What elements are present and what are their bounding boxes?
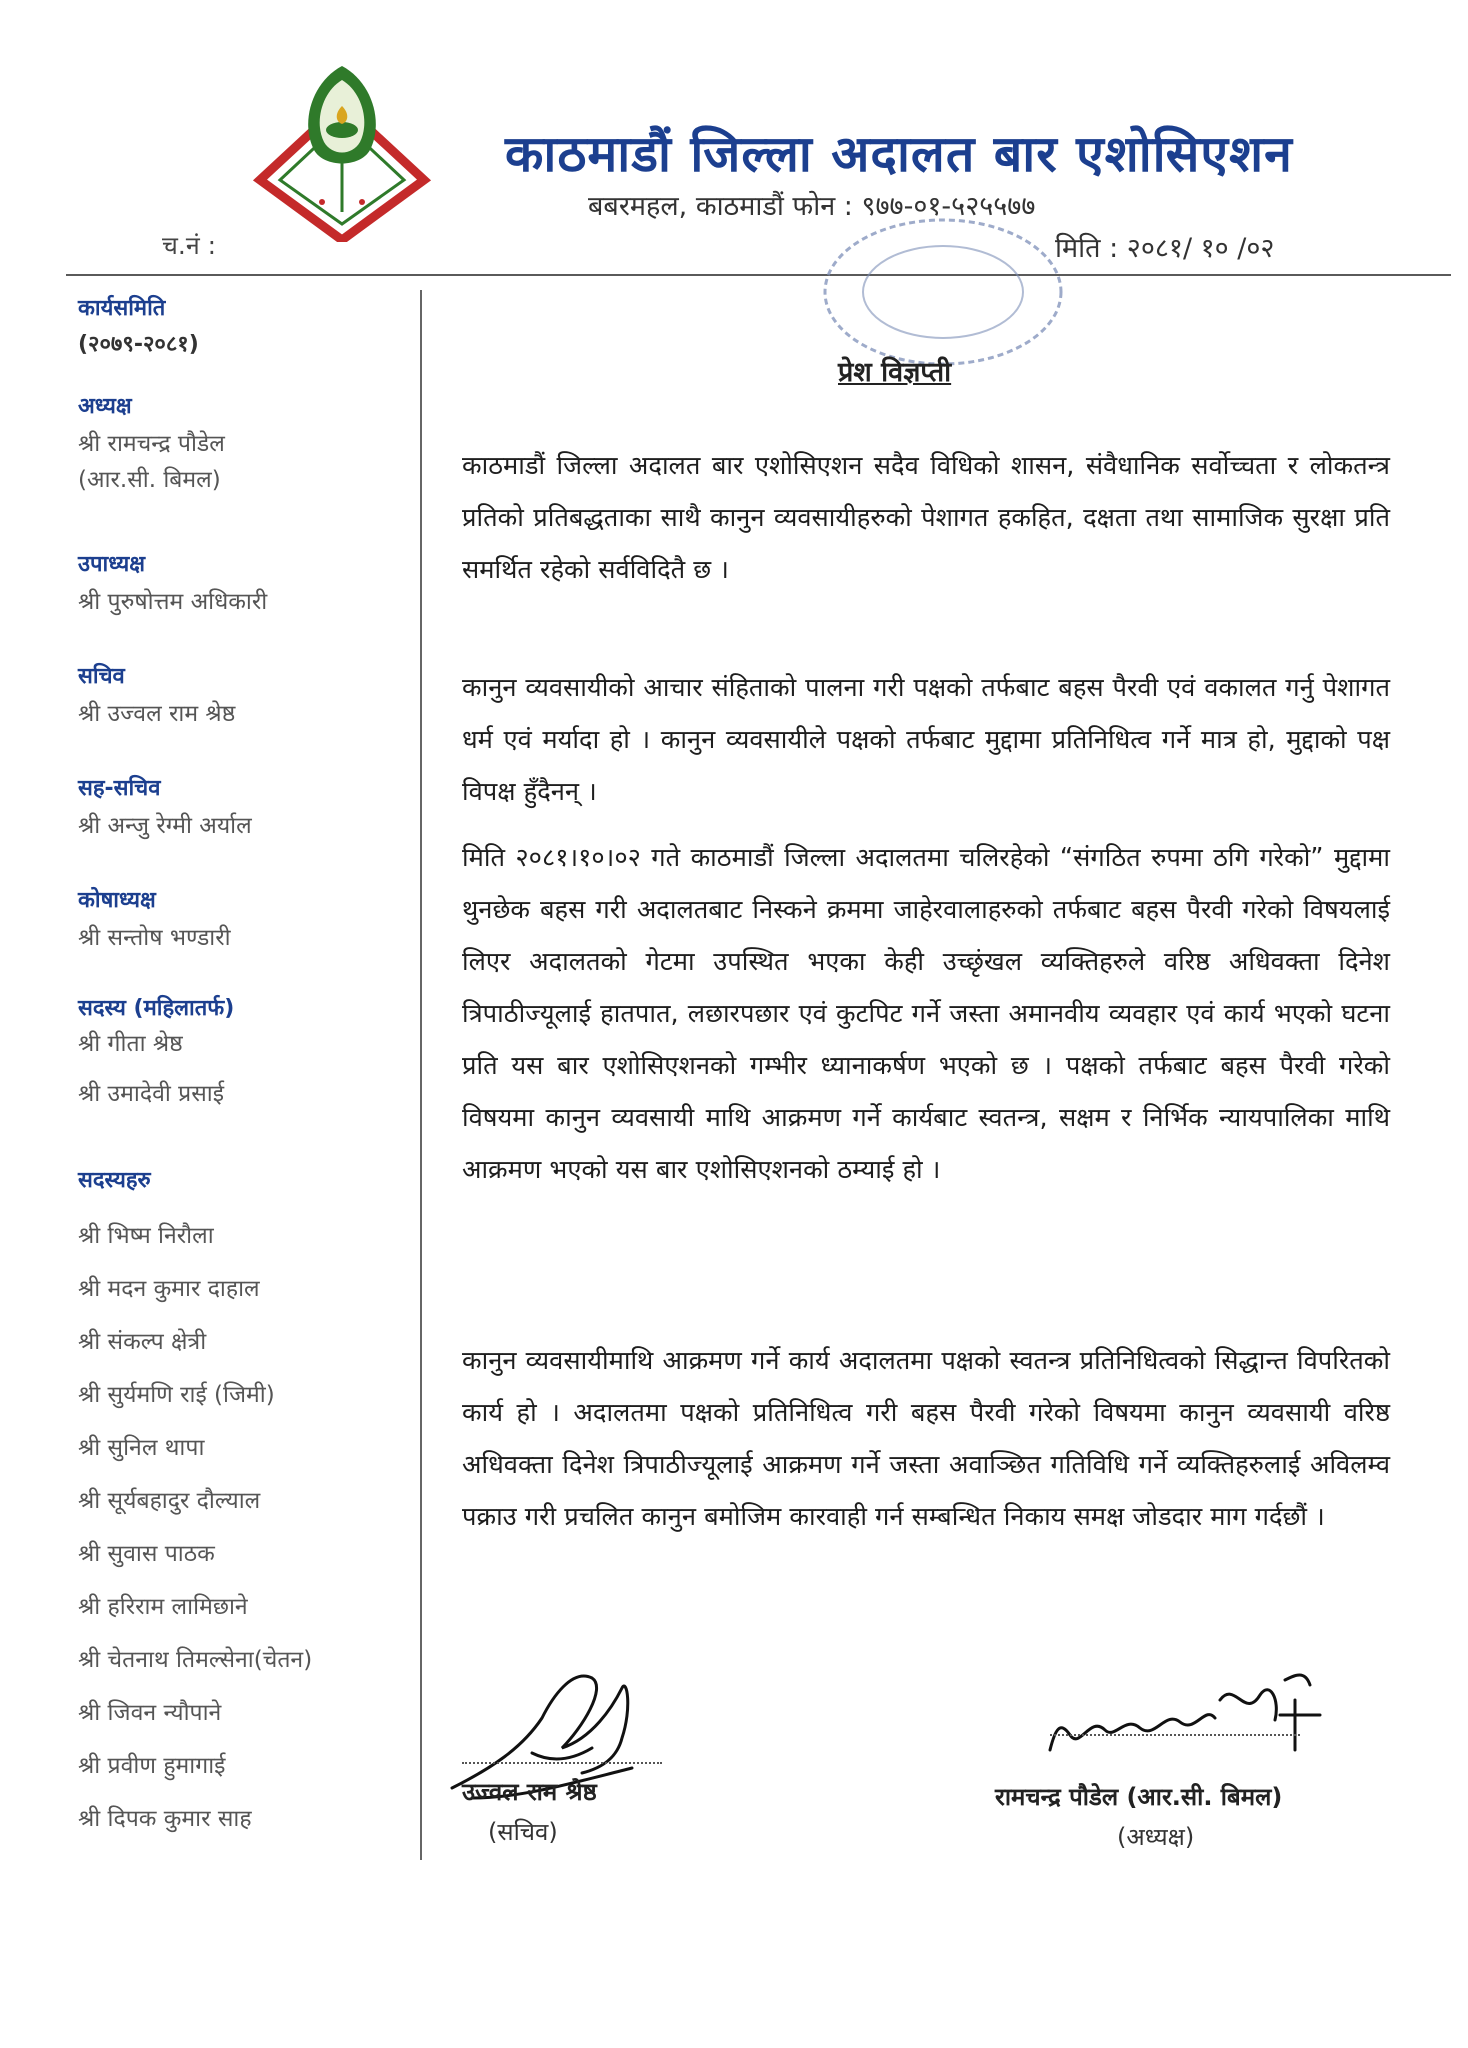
body-paragraph: कानुन व्यवसायीको आचार संहिताको पालना गरी पक्षको तर्फबाट बहस पैरवी एवं वकालत गर्नु पेशागत धर्म एवं मर्यादा हो । कानुन व्यवसायीले पक्षको तर्फबाट मुद्दामा प्रतिनिधित्व गर्ने मात्र हो, मुद्दाको पक्ष विपक्ष हुँदैनन् ।	[462, 673, 1390, 807]
role-president: अध्यक्ष	[78, 394, 132, 419]
president-name: श्री रामचन्द्र पौडेल	[78, 431, 225, 457]
women-member-name: श्री उमादेवी प्रसाई	[78, 1081, 225, 1107]
joint-secretary-name: श्री अन्जु रेग्मी अर्याल	[78, 813, 252, 839]
bar-association-logo	[252, 62, 432, 242]
member-name: श्री सुर्यमणि राई (जिमी)	[78, 1382, 275, 1408]
committee-title: कार्यसमिति	[78, 296, 166, 321]
press-release-title: प्रेश विज्ञप्ती	[838, 357, 952, 388]
member-name: श्री संकल्प क्षेत्री	[78, 1329, 207, 1355]
member-name: श्री सुवास पाठक	[78, 1541, 215, 1567]
women-member-name: श्री गीता श्रेष्ठ	[78, 1031, 183, 1057]
secretary-name: श्री उज्वल राम श्रेष्ठ	[78, 701, 236, 727]
signature-line	[1050, 1734, 1300, 1736]
organization-name: काठमाडौं जिल्ला अदालत बार एशोसिएशन	[505, 125, 1293, 183]
reference-number-label: च.नं :	[162, 231, 217, 260]
president-alias: (आर.सी. बिमल)	[78, 467, 221, 493]
member-name: श्री सुनिल थापा	[78, 1435, 205, 1461]
role-women-member: सदस्य (महिलातर्फ)	[78, 996, 235, 1021]
member-name: श्री सूर्यबहादुर दौल्याल	[78, 1488, 261, 1514]
sidebar-divider	[420, 290, 422, 1860]
member-name: श्री मदन कुमार दाहाल	[78, 1276, 260, 1302]
member-name: श्री हरिराम लामिछाने	[78, 1594, 248, 1620]
secretary-signatory-name: उज्वल राम श्रेष्ठ	[462, 1778, 597, 1806]
secretary-signatory-role: (सचिव)	[488, 1818, 558, 1846]
role-joint-secretary: सह-सचिव	[78, 776, 161, 801]
vice-president-name: श्री पुरुषोत्तम अधिकारी	[78, 589, 268, 615]
treasurer-name: श्री सन्तोष भण्डारी	[78, 925, 231, 951]
president-signature	[1030, 1660, 1330, 1770]
body-paragraph: मिति २०८१।१०।०२ गते काठमाडौं जिल्ला अदालतमा चलिरहेको “संगठित रुपमा ठगि गरेको” मुद्दामा थुनछेक बहस गरी अदालतबाट निस्कने क्रममा जाहेरवालाहरुको तर्फबाट बहस पैरवी गरेको विषयलाई लिएर अदालतको गेटमा उपस्थित भएका केही उच्छृंखल व्यक्तिहरुले वरिष्ठ अधिवक्ता दिनेश त्रिपाठीज्यूलाई हातपात, लछारपछार एवं कुटपिट गर्ने जस्ता अमानवीय व्यवहार एवं कार्य भएको घटना प्रति यस बार एशोसिएशनको गम्भीर ध्यानाकर्षण भएको छ । पक्षको तर्फबाट बहस पैरवी गरेको विषयमा कानुन व्यवसायी माथि आक्रमण गर्ने कार्यबाट स्वतन्त्र, सक्षम र निर्भिक न्यायपालिका माथि आक्रमण भएको यस बार एशोसिएशनको ठम्याई हो ।	[462, 843, 1390, 1185]
member-name: श्री चेतनाथ तिमल्सेना(चेतन)	[78, 1647, 313, 1673]
committee-years: (२०७९-२०८१)	[78, 332, 199, 357]
role-treasurer: कोषाध्यक्ष	[78, 888, 156, 913]
members-title: सदस्यहरु	[78, 1168, 151, 1193]
office-stamp	[818, 212, 1068, 372]
header-divider	[66, 274, 1451, 276]
member-name: श्री प्रवीण हुमागाई	[78, 1753, 226, 1779]
member-name: श्री भिष्म निरौला	[78, 1223, 214, 1249]
role-secretary: सचिव	[78, 664, 125, 689]
president-signatory-role: (अध्यक्ष)	[1117, 1823, 1195, 1851]
member-name: श्री दिपक कुमार साह	[78, 1806, 252, 1832]
role-vice-president: उपाध्यक्ष	[78, 552, 146, 577]
body-paragraph: काठमाडौं जिल्ला अदालत बार एशोसिएशन सदैव विधिको शासन, संवैधानिक सर्वोच्चता र लोकतन्त्र प्रतिको प्रतिबद्धताका साथै कानुन व्यवसायीहरुको पेशागत हकहित, दक्षता तथा सामाजिक सुरक्षा प्रति समर्थित रहेको सर्वविदितै छ ।	[462, 451, 1390, 585]
letter-date: मिति : २०८१/ १० /०२	[1055, 233, 1275, 264]
signature-line	[462, 1762, 662, 1764]
address-phone: बबरमहल, काठमाडौं फोन : ९७७-०१-५२५५७७	[588, 191, 1036, 222]
president-signatory-name: रामचन्द्र पौडेल (आर.सी. बिमल)	[995, 1783, 1283, 1811]
body-paragraph: कानुन व्यवसायीमाथि आक्रमण गर्ने कार्य अदालतमा पक्षको स्वतन्त्र प्रतिनिधित्वको सिद्धान्त विपरितको कार्य हो । अदालतमा पक्षको प्रतिनिधित्व गरी बहस पैरवी गरेको विषयमा कानुन व्यवसायी वरिष्ठ अधिवक्ता दिनेश त्रिपाठीज्यूलाई आक्रमण गर्ने जस्ता अवाञ्छित गतिविधि गर्ने व्यक्तिहरुलाई अविलम्व पक्राउ गरी प्रचलित कानुन बमोजिम कारवाही गर्न सम्बन्धित निकाय समक्ष जोडदार माग गर्दछौं ।	[462, 1346, 1390, 1532]
member-name: श्री जिवन न्यौपाने	[78, 1700, 222, 1726]
